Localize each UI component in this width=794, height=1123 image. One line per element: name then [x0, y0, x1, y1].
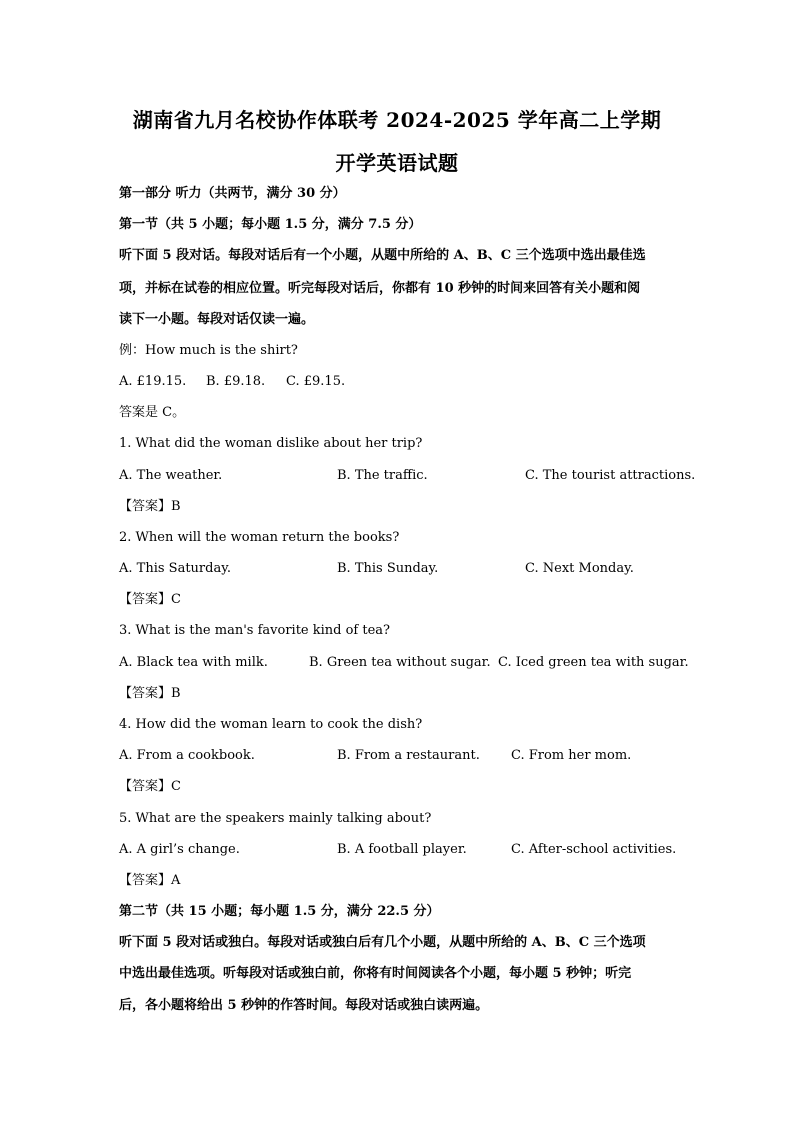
section2-instructions-line-2: 中选出最佳选项。听每段对话或独白前，你将有时间阅读各个小题，每小题 5 秒钟；听完: [119, 966, 632, 981]
example-option-c: C. £9.15.: [286, 374, 346, 389]
section2-heading: 第二节（共 15 小题；每小题 1.5 分，满分 22.5 分）: [119, 904, 440, 919]
q4-answer: 【答案】C: [119, 779, 181, 794]
q4-option-c: C. From her mom.: [511, 748, 632, 763]
q5-option-c: C. After-school activities.: [511, 842, 677, 857]
q2-option-c: C. Next Monday.: [525, 561, 634, 576]
q2-option-b: B. This Sunday.: [337, 561, 439, 576]
question-1: 1. What did the woman dislike about her trip?: [119, 436, 423, 451]
q4-option-a: A. From a cookbook.: [119, 748, 255, 763]
q5-option-a: A. A girl’s change.: [119, 842, 240, 857]
section2-instructions-line-1: 听下面 5 段对话或独白。每段对话或独白后有几个小题，从题中所给的 A、B、C 三个选项: [119, 935, 646, 950]
example-option-b: B. £9.18.: [206, 374, 266, 389]
q1-option-c: C. The tourist attractions.: [525, 468, 696, 483]
q3-option-b: B. Green tea without sugar.: [309, 655, 491, 670]
q5-option-b: B. A football player.: [337, 842, 467, 857]
exam-subtitle: 开学英语试题: [335, 151, 459, 175]
section1-heading: 第一节（共 5 小题；每小题 1.5 分，满分 7.5 分）: [119, 217, 422, 232]
q2-option-a: A. This Saturday.: [119, 561, 231, 576]
q1-answer: 【答案】B: [119, 499, 181, 514]
section2-instructions-line-3: 后，各小题将给出 5 秒钟的作答时间。每段对话或独白读两遍。: [119, 998, 489, 1013]
instructions-line-3: 读下一小题。每段对话仅读一遍。: [119, 312, 315, 327]
q3-option-a: A. Black tea with milk.: [119, 655, 268, 670]
question-3: 3. What is the man's favorite kind of tea?: [119, 623, 391, 638]
q5-answer: 【答案】A: [119, 873, 181, 888]
q2-answer: 【答案】C: [119, 592, 181, 607]
question-2: 2. When will the woman return the books?: [119, 530, 400, 545]
instructions-line-1: 听下面 5 段对话。每段对话后有一个小题，从题中所给的 A、B、C 三个选项中选出最佳选: [119, 248, 646, 263]
instructions-line-2: 项，并标在试卷的相应位置。听完每段对话后，你都有 10 秒钟的时间来回答有关小题和阅: [119, 281, 641, 296]
part1-heading: 第一部分 听力（共两节，满分 30 分）: [119, 186, 346, 201]
question-4: 4. How did the woman learn to cook the dish?: [119, 717, 423, 732]
example-option-a: A. £19.15.: [119, 374, 187, 389]
exam-title: 湖南省九月名校协作体联考 2024-2025 学年高二上学期: [132, 108, 662, 132]
q4-option-b: B. From a restaurant.: [337, 748, 480, 763]
question-5: 5. What are the speakers mainly talking about?: [119, 811, 432, 826]
q3-option-c: C. Iced green tea with sugar.: [498, 655, 689, 670]
q1-option-b: B. The traffic.: [337, 468, 428, 483]
example-answer: 答案是 C。: [119, 405, 186, 420]
q1-option-a: A. The weather.: [119, 468, 223, 483]
q3-answer: 【答案】B: [119, 686, 181, 701]
example-question: 例：How much is the shirt?: [119, 343, 298, 358]
